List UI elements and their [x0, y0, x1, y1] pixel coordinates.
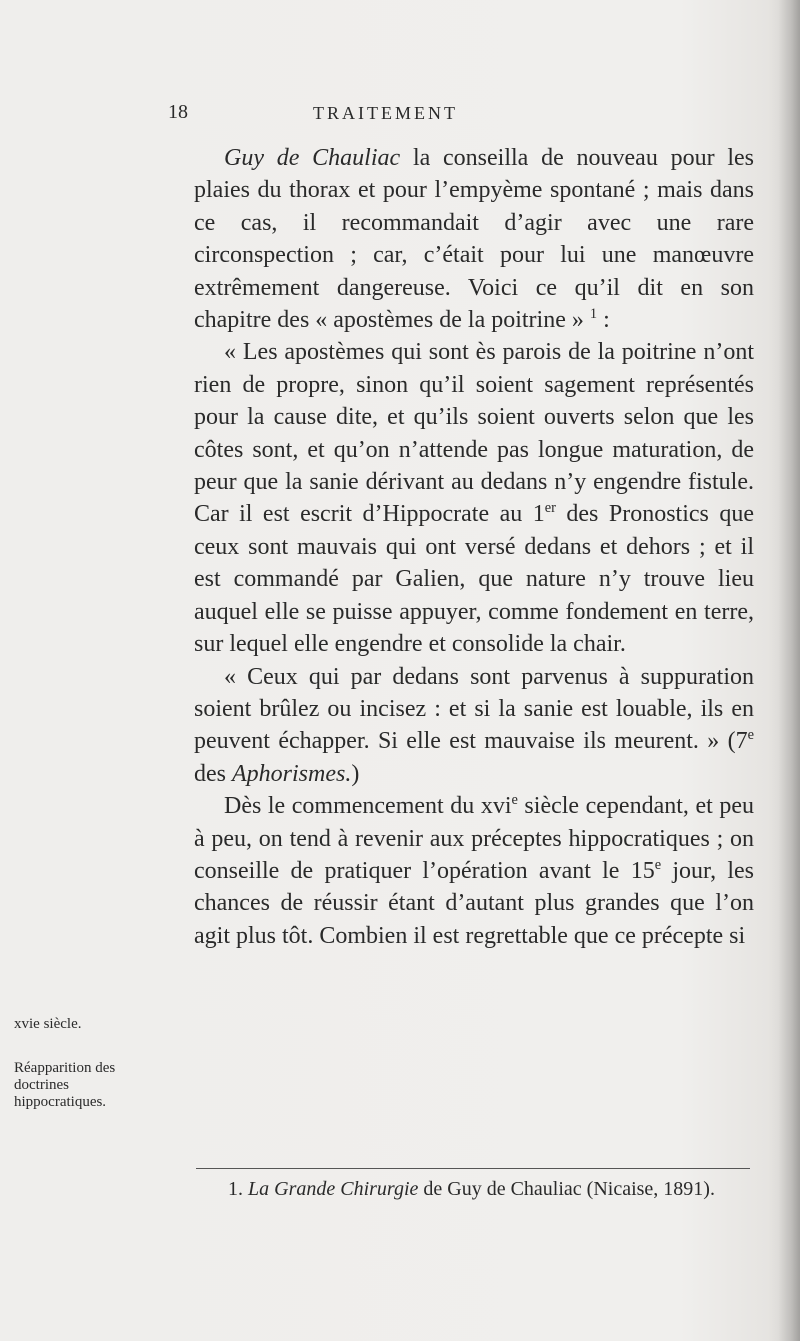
ordinal-sup: e: [747, 727, 754, 744]
paragraph-4-text-b: siècle cependant, et peu à peu, on tend à revenir aux préceptes hippocratiques ; on conseille de pratiquer l’opération avant le 15: [194, 793, 754, 884]
paragraph-3-text-c: ): [351, 760, 360, 787]
ordinal-sup: er: [544, 500, 556, 517]
paragraph-1-text: la conseilla de nouveau pour les plaies du thorax et pour l’empyème spontané ; mais dans ce cas, il recommandait d’agir avec une rare circonspection ; car, c’était pour lui une manœuvre extrêmement dangereuse. Voici ce qu’il dit en son chapitre des « apostèmes de la poitrine »: [194, 145, 754, 334]
ordinal-sup: e: [511, 792, 518, 809]
paragraph-1: [194, 142, 754, 336]
paragraph-4-text-a: Dès le commencement du xvi: [224, 793, 512, 820]
footnote-number: 1.: [228, 1178, 243, 1200]
footnote: [228, 1176, 768, 1202]
paragraph-4: [194, 790, 754, 952]
paragraph-3: [194, 661, 754, 791]
page-header: [0, 101, 800, 131]
ordinal-sup: e: [654, 856, 662, 873]
aphorismes-title: Aphorismes.: [232, 760, 352, 787]
paragraph-4-text-c: jour, les chances de réussir étant d’autant plus grandes que l’on agit plus tôt. Combien il est regrettable que ce précepte si: [194, 857, 755, 949]
body-text: [194, 142, 754, 952]
footnote-book-title: La Grande Chirurgie: [248, 1178, 419, 1200]
paragraph-2-text-a: « Les apostèmes qui sont ès parois de la poitrine n’ont rien de propre, sinon qu’il soient sagement représentés pour la cause dite, et qu’ils soient ouverts selon que les côtes sont, et qu’on n’attende pas longue maturation, de peur que la sanie dérivant au dedans n’y engendre fistule. Car il est escrit d’Hippocrate au 1: [194, 339, 754, 528]
margin-note-century: xvie siècle.: [14, 1016, 82, 1032]
paragraph-1-end: :: [597, 307, 610, 334]
paragraph-2: [194, 336, 754, 660]
footnote-rule: [196, 1168, 750, 1169]
footnote-ref: 1: [589, 306, 598, 323]
margin-note-reappearance: Réapparition des doctrines hippocratiques.: [14, 1060, 116, 1110]
running-title: TRAITEMENT: [313, 103, 458, 123]
paragraph-3-text-b: des: [194, 760, 232, 787]
page-edge-shadow: [778, 0, 800, 1341]
author-name: Guy de Chauliac: [224, 145, 401, 171]
paragraph-2-text-b: des Pronostics que ceux sont mauvais qui ont versé dedans et dehors ; et il est commandé par Galien, que nature n’y trouve lieu auquel elle se puisse appuyer, comme fondement en terre, sur lequel elle engendre et consolide la chair.: [194, 501, 754, 658]
paragraph-3-text-a: « Ceux qui par dedans sont parvenus à suppuration soient brûlez ou incisez : et si la sanie est louable, ils en peuvent échapper. Si elle est mauvaise ils meurent. » (7: [194, 663, 754, 755]
page-number: 18: [168, 101, 188, 123]
footnote-text: de Guy de Chauliac (Nicaise, 1891).: [418, 1178, 715, 1200]
